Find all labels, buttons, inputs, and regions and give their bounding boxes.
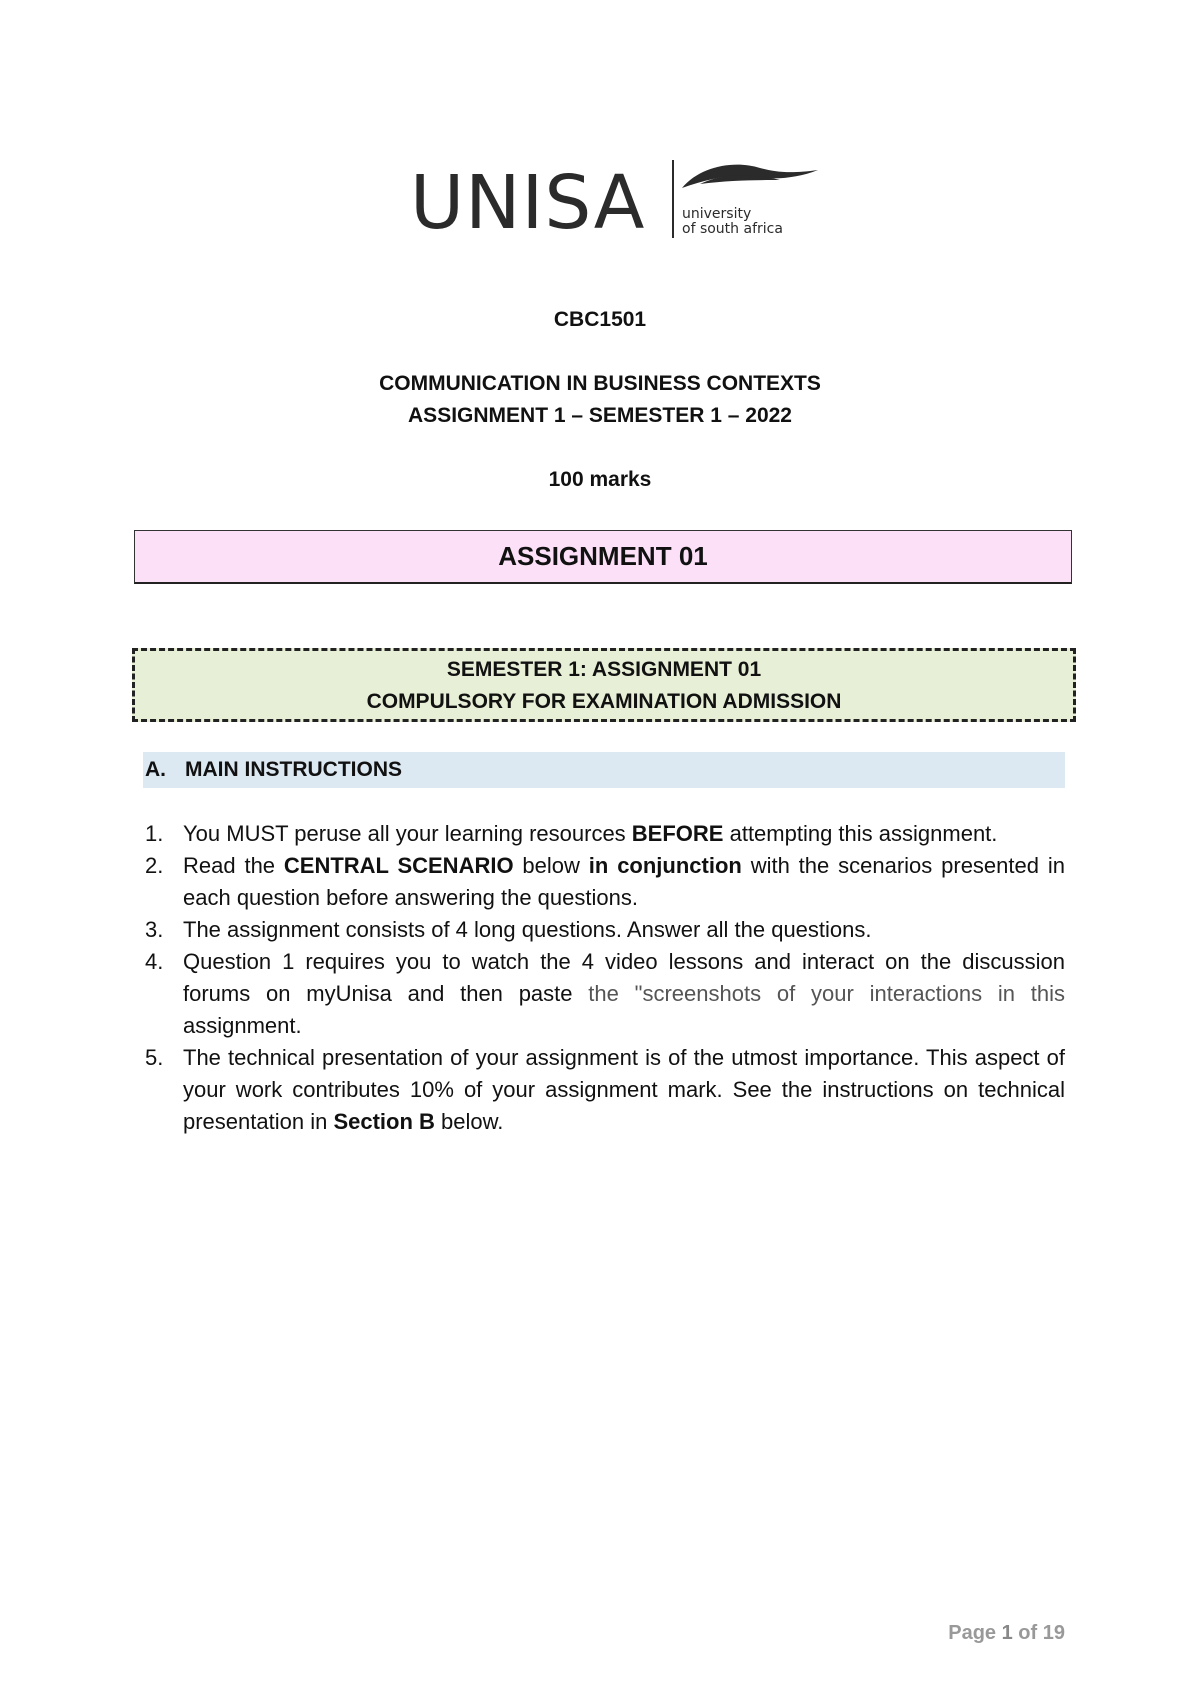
page-number (948, 1622, 1065, 1645)
footer-page-word: Page (948, 1622, 997, 1644)
item-bold: BEFORE (631, 821, 724, 846)
bird-wing-icon (680, 158, 820, 203)
item-text: The assignment consists of 4 long questions. Answer all the questions. (183, 917, 872, 942)
item-text-grey: the "screenshots of your interactions in this (572, 981, 1065, 1006)
logo-subtitle (682, 207, 783, 237)
list-item (143, 1042, 1065, 1138)
course-title: COMMUNICATION IN BUSINESS CONTEXTS (379, 372, 821, 395)
item-text: Read the (183, 853, 284, 878)
list-item (143, 850, 1065, 914)
item-text: below. (434, 1109, 504, 1134)
footer-current-page: 1 (1001, 1622, 1013, 1644)
item-text: below (513, 853, 589, 878)
unisa-logo (410, 152, 810, 247)
item-text: The technical presentation of your assignment is of the utmost importance. This aspect of your work contributes 10% of your assignment mark. See the instructions on technical presentation in (183, 1045, 1065, 1134)
footer-of-word: of (1018, 1622, 1038, 1644)
item-text: You MUST peruse all your learning resources (183, 821, 632, 846)
list-number: 5. (145, 1045, 164, 1070)
item-text: with the scenarios presented in each question before answering the questions. (183, 853, 1065, 910)
logo-sub-line2: of south africa (682, 221, 783, 237)
item-bold: in conjunction (588, 853, 742, 878)
item-text: attempting this assignment. (723, 821, 998, 846)
item-bold: Section B (333, 1109, 435, 1134)
logo-sub-line1: university (682, 206, 752, 222)
semester-box-line2: COMPULSORY FOR EXAMINATION ADMISSION (366, 690, 842, 713)
list-item (143, 914, 1065, 946)
list-number: 3. (145, 917, 164, 942)
assignment-line: ASSIGNMENT 1 – SEMESTER 1 – 2022 (408, 404, 792, 427)
semester-box-line1: SEMESTER 1: ASSIGNMENT 01 (446, 658, 762, 681)
marks: 100 marks (548, 468, 652, 491)
course-code: CBC1501 (553, 308, 647, 331)
section-title: MAIN INSTRUCTIONS (185, 758, 402, 781)
item-bold: CENTRAL SCENARIO (283, 853, 514, 878)
instructions-list (143, 818, 1065, 1138)
assignment-title: ASSIGNMENT 01 (498, 541, 708, 571)
list-number: 4. (145, 949, 164, 974)
list-item (143, 946, 1065, 1042)
assignment-title-box (134, 530, 1072, 584)
footer-total-pages: 19 (1042, 1622, 1065, 1644)
logo-wordmark: UNISA (410, 160, 646, 246)
list-number: 1. (145, 821, 164, 846)
item-text: Question 1 requires you to watch the 4 video lessons and interact on the discussion forums on myUnisa and then paste (183, 949, 1065, 1006)
section-a-heading (143, 752, 1065, 788)
item-text: assignment. (183, 1013, 302, 1038)
semester-box (132, 648, 1076, 722)
list-item (143, 818, 1065, 850)
list-number: 2. (145, 853, 164, 878)
section-letter: A. (145, 758, 166, 781)
logo-divider (672, 160, 674, 238)
